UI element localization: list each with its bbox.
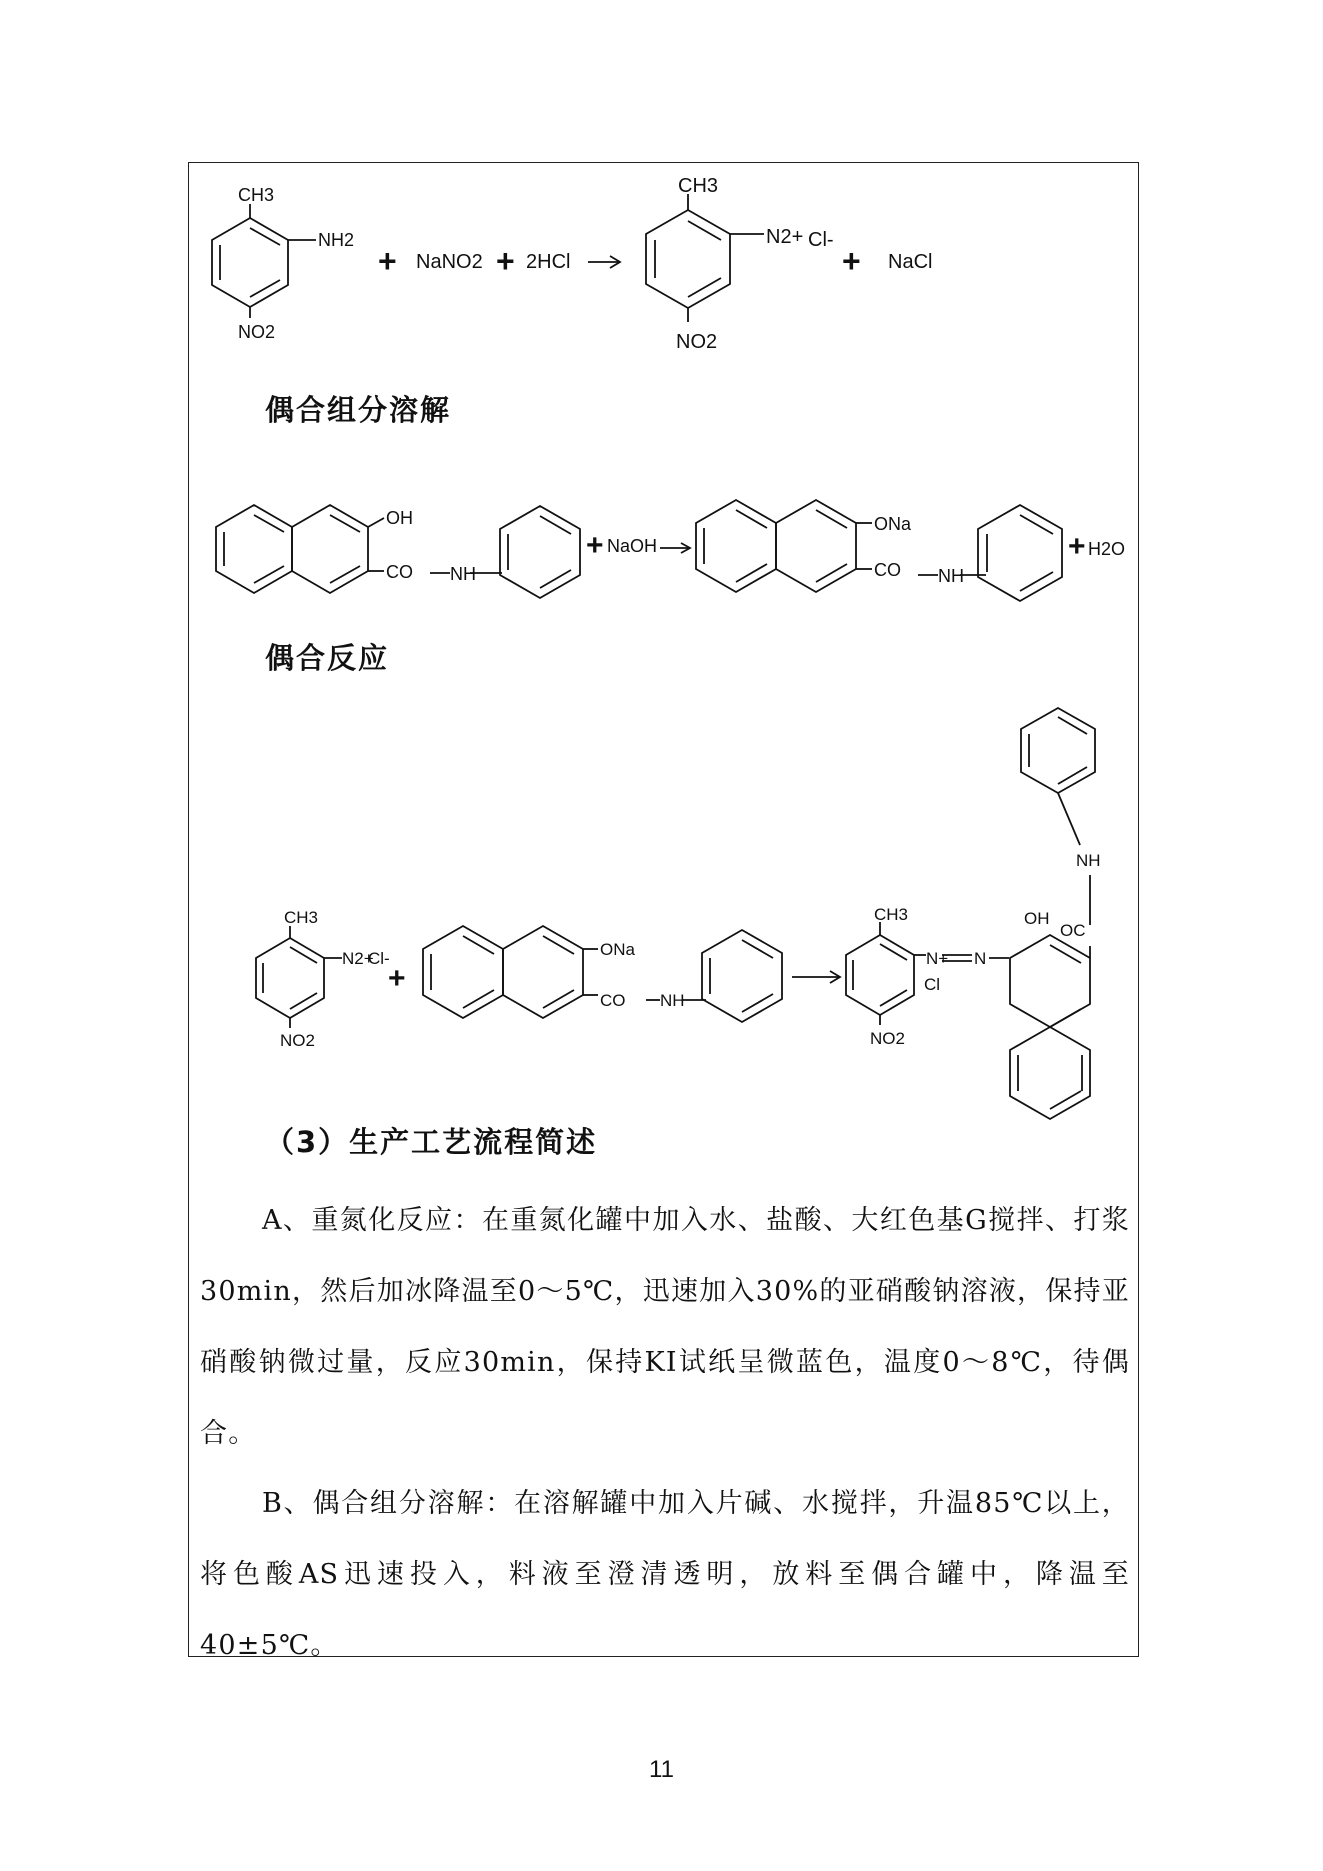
substituent-no2: NO2	[280, 1031, 315, 1050]
heading-coupling-dissolution: 偶合组分溶解	[265, 393, 452, 427]
reagent-nano2: NaNO2	[416, 251, 483, 273]
plus-sign: +	[388, 962, 406, 995]
substituent-ch3: CH3	[238, 185, 275, 205]
substituent-diazonium: N2+	[766, 226, 804, 248]
substituent-nh2: NH2	[318, 230, 355, 250]
reagent-hcl: 2HCl	[526, 251, 571, 273]
group-nh: NH	[450, 564, 476, 584]
byproduct-nacl: NaCl	[888, 251, 933, 273]
molecule-naphthol-as-sodium	[696, 500, 1062, 601]
plus-sign: +	[842, 243, 861, 279]
group-nh: NH	[938, 566, 964, 586]
group-co: CO	[600, 991, 626, 1010]
page-number: 11	[649, 1756, 674, 1783]
molecule-diazonium-salt	[646, 175, 834, 353]
group-oc: OC	[1060, 921, 1086, 940]
reaction-arrow	[792, 971, 840, 983]
plus-sign: +	[1068, 530, 1086, 563]
heading-process-overview: （3）生产工艺流程简述	[265, 1125, 598, 1159]
plus-sign: +	[378, 243, 397, 279]
paragraph-diazotization	[200, 1185, 1130, 1469]
group-ona: ONa	[600, 940, 635, 959]
group-nh: NH	[660, 991, 685, 1010]
molecule-coupled-product	[846, 708, 1101, 1119]
paragraph-coupling-dissolution	[200, 1468, 1130, 1681]
substituent-no2: NO2	[676, 331, 718, 353]
substituent-ch3: CH3	[678, 175, 719, 197]
paragraph-b-text: B、偶合组分溶解：在溶解罐中加入片碱、水搅拌，升温85℃以上，将色酸AS迅速投入，料液至澄清透明，放料至偶合罐中，降温至40±5℃。	[200, 1488, 1130, 1661]
azo-nitrogen-charged: N+	[926, 949, 949, 968]
reagent-naoh: NaOH	[607, 536, 658, 556]
substituent-no2: NO2	[870, 1029, 905, 1048]
reaction-diazotization	[212, 175, 932, 353]
molecule-naphthol-as	[216, 505, 580, 598]
group-nh: NH	[1076, 851, 1101, 870]
reaction-arrow	[588, 256, 620, 268]
plus-sign: +	[496, 243, 515, 279]
counter-ion-cl: Cl-	[808, 229, 834, 251]
reaction-arrow	[660, 543, 690, 553]
azo-nitrogen: N	[974, 949, 987, 968]
substituent-ch3: CH3	[284, 908, 319, 927]
group-oh: OH	[386, 508, 413, 528]
counter-ion-cl: Cl	[924, 975, 941, 994]
counter-ion-cl: Cl-	[368, 949, 390, 968]
reaction-coupling	[256, 708, 1101, 1119]
substituent-diazonium: N2+	[342, 949, 374, 968]
paragraph-a-text: A、重氮化反应：在重氮化罐中加入水、盐酸、大红色基G搅拌、打浆30min，然后加冰降温至0～5℃，迅速加入30%的亚硝酸钠溶液，保持亚硝酸钠微过量，反应30min，保持KI试纸呈微蓝色，温度0～8℃，待偶合。	[200, 1205, 1130, 1449]
molecule-naphthol-as-sodium	[423, 926, 782, 1022]
reaction-coupling-dissolution	[216, 500, 1125, 601]
byproduct-h2o: H2O	[1088, 539, 1126, 559]
plus-sign: +	[586, 529, 604, 562]
group-co: CO	[874, 560, 901, 580]
molecule-diazonium-salt	[256, 908, 390, 1050]
substituent-no2: NO2	[238, 322, 276, 342]
substituent-ch3: CH3	[874, 905, 909, 924]
group-co: CO	[386, 562, 413, 582]
group-ona: ONa	[874, 514, 912, 534]
molecule-2-methyl-5-nitroaniline	[212, 185, 354, 342]
heading-coupling-reaction: 偶合反应	[265, 641, 390, 675]
group-oh: OH	[1024, 909, 1050, 928]
